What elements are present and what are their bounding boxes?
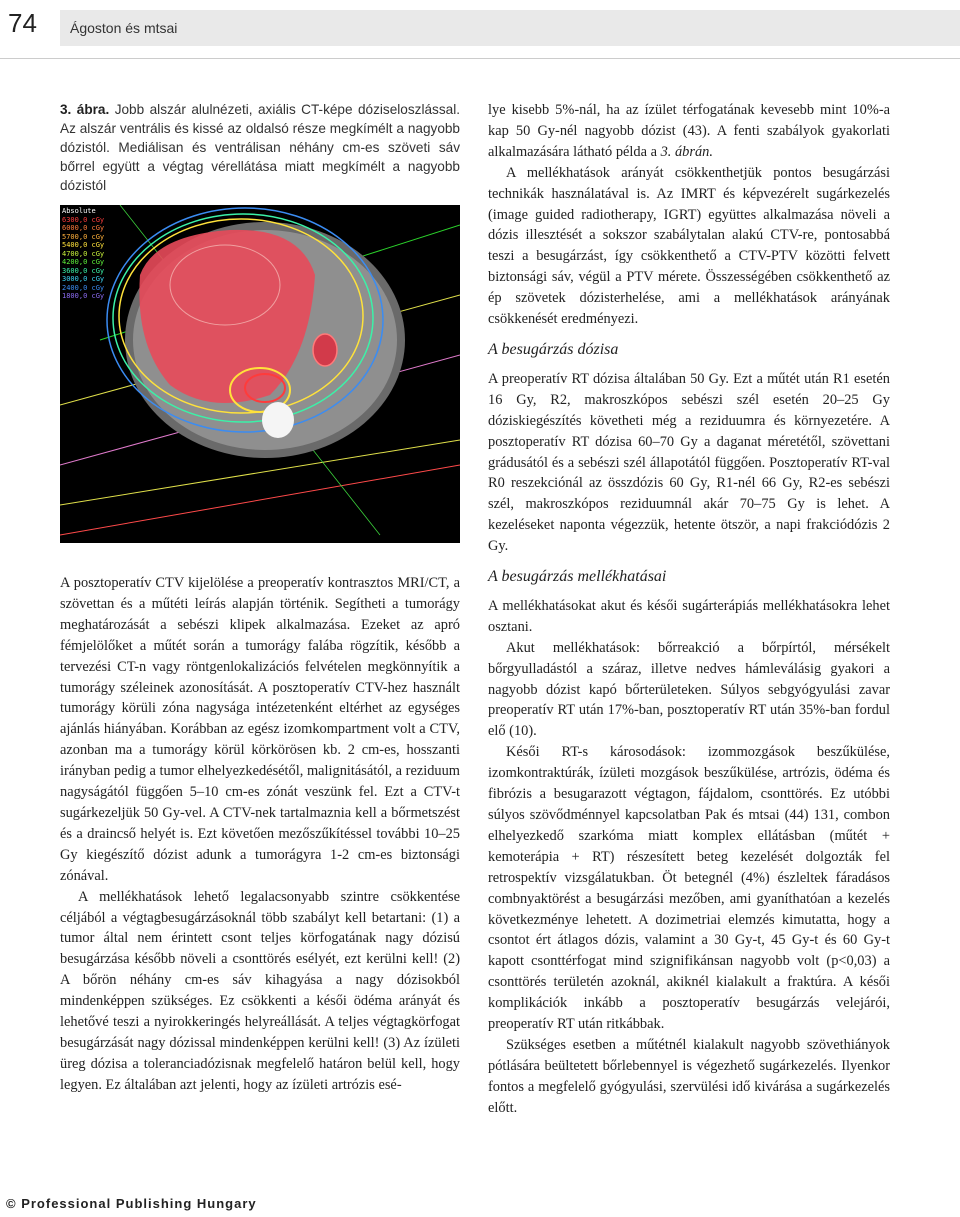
dose-legend-item: 5400,0 cGy bbox=[62, 241, 105, 249]
dose-legend bbox=[62, 207, 104, 301]
dose-legend-item: 6000,0 cGy bbox=[62, 224, 105, 232]
header-divider bbox=[0, 58, 960, 59]
ct-dose-image bbox=[60, 205, 460, 543]
body-paragraph: lye kisebb 5%-nál, ha az ízület térfogatának kevesebb mint 10%-a kap 50 Gy-nél nagyobb dózist (43). A fenti szabályok gyakorlati alkalmazására látható példa a 3. ábrán. bbox=[488, 102, 890, 160]
body-paragraph: A mellékhatások arányát csökkenthetjük pontos besugárzási technikák használatával is. Az IMRT és képvezérelt sugárkezelés (image guided radiotherapy, IGRT) együttes alkalmazása növeli a dózis illesztését a sokszor szabálytalan alakú CTV-re, pontosabbá teszi a besugárzást, így csökkenthető a CTV-PTV közötti felvett biztonsági sáv, végül a PTV mérete. Összességében csökkenthető az ép szövetek dózisterhelése, ami a mellékhatások arányának csökkenését eredményezi. bbox=[488, 164, 890, 328]
dose-legend-title: Absolute bbox=[62, 207, 96, 215]
figure-label: 3. ábra. bbox=[60, 102, 110, 117]
body-paragraph: A mellékhatások lehető legalacsonyabb szintre csökkentése céljából a végtagbesugárzásoknál több szabályt kell betartani: (1) a tumor által nem érintett csont teljes körfogatának nagy dózisú besugárzása később növeli a csonttörés esélyét, ezt kerülni kell! (2) A bőrön néhány cm-es sáv kihagyása a nagy dózisokból mindenképpen szükséges. Ez csökkenti a késői ödéma arányát és lehetővé teszi a nyirokkeringés helyreállását. A teljes végtagkörfogat besugárzását nagy dózissal mindenképpen kerülni kell! (3) Az ízületi üreg dózisa a toleranciadózisnak megfelelő határon belül kell, hogy legyen. Ez általában azt jelenti, hogy az ízületi artrózis esé- bbox=[60, 888, 460, 1093]
body-paragraph: A preoperatív RT dózisa általában 50 Gy. Ezt a műtét után R1 esetén 16 Gy, R2, makroszkópos sebészi szél esetén 20–25 Gy dóziskiegészítés követheti még a reziduumra és környezetére. A posztoperatív RT dózisa 60–70 Gy a daganat méretétől, szövettani grádusától és a sebészi szél állapotától függően. Posztoperatív RT-val R0 reszekciónál az összdózis 60 Gy, R1-nél 66 Gy, R2-es sebészi szél, makroszkópos reziduumnál akár 70–75 Gy is lehet. A kezeléseket naponta végezzük, hetente ötször, a napi frakciódózis 2 Gy. bbox=[488, 370, 890, 555]
left-text-column bbox=[60, 573, 460, 1096]
dose-legend-item: 3000,0 cGy bbox=[62, 275, 105, 283]
figure-caption-text: Jobb alszár alulnézeti, axiális CT-képe dóziseloszlással. Az alszár ventrális és kissé az oldalsó része megkímélt a nagyobb dózistól. Mediálisan és ventrálisan néhány cm-es szöveti sáv bőrrel együtt a végtag vérellátása miatt megkímélt a nagyobb dózistól bbox=[60, 102, 460, 193]
right-text-column bbox=[488, 100, 890, 1119]
dose-legend-item: 3600,0 cGy bbox=[62, 266, 105, 275]
dose-legend-item: 4700,0 cGy bbox=[62, 249, 105, 258]
figure-caption bbox=[60, 100, 460, 195]
dose-legend-item: 1800,0 cGy bbox=[62, 292, 105, 300]
footer-copyright: © Professional Publishing Hungary bbox=[6, 1196, 257, 1211]
section-heading: A besugárzás dózisa bbox=[488, 340, 619, 358]
body-paragraph: Szükséges esetben a műtétnél kialakult nagyobb szövethiányok pótlására beültetett bőrlebennyel is végezhető sugárkezelés. Ilyenkor fontos a megfelelő gyógyulási, szervülési idő kivárása a sugárkezelés előtt. bbox=[488, 1036, 890, 1116]
body-paragraph: Késői RT-s károsodások: izommozgások beszűkülése, izomkontraktúrák, ízületi mozgások beszűkülése, artrózis, ödéma és fibrózis a besugarazott végtagon, fájdalom, csonttörés. Ez utóbbi súlyos szövődménnyel kapcsolatban Pak és mtsai (44) 131, combon elhelyezkedő szarkóma miatt komplex ellátásban (műtét + kemoterápia + RT) részesített beteg kezelését dolgozták fel retrospektív vizsgálatukban. Öt betegnél (4%) észleltek fáradásos combnyaktörést a besugárzási mezőben, ami gyaníthatóan a kezelés következménye lehetett. A dozimetriai elemzés kimutatta, hogy a csontot ért átlagos dózis, valamint a 30 Gy-t, 45 Gy-t és 60 Gy-t kapott csonttérfogat mind szignifikánsan nagyobb volt (p<0,03) a csonttörés területén azoknál, akiknél kialakult a fraktúra. A késői komplikációk inkább a posztoperatív besugárzás velejárói, preoperatív RT után ritkábbak. bbox=[488, 744, 890, 1033]
dose-legend-item: 5700,0 cGy bbox=[62, 232, 105, 241]
body-paragraph: Akut mellékhatások: bőrreakció a bőrpírtól, mérsékelt bőrgyulladástól a száraz, illetve nedves hámleválásig gyakori a nagyobb dózist kapó bőrterületeken. Súlyos sebgyógyulási zavar preoperatív RT után 17%-ban, posztoperatív RT után 35%-ban fordul elő (10). bbox=[488, 639, 890, 740]
figure-reference: 3. ábrán. bbox=[660, 143, 713, 160]
dose-legend-item: 6300,0 cGy bbox=[62, 215, 105, 224]
dose-legend-item: 4200,0 cGy bbox=[62, 258, 105, 266]
section-heading: A besugárzás mellékhatásai bbox=[488, 568, 667, 586]
body-paragraph: A mellékhatásokat akut és késői sugárterápiás mellékhatásokra lehet osztani. bbox=[488, 597, 890, 635]
page-number: 74 bbox=[8, 8, 37, 38]
page-header bbox=[0, 0, 960, 58]
running-head-author: Ágoston és mtsai bbox=[70, 20, 178, 36]
ct-dose-illustration bbox=[60, 205, 460, 543]
author-band bbox=[60, 10, 960, 46]
body-paragraph: A posztoperatív CTV kijelölése a preoperatív kontrasztos MRI/CT, a szövettan és a műtéti leírás alapján történik. Segítheti a tumorágy meghatározását a sebészi klipek alkalmazása. Ezeket az apró fémjelölőket a műtét során a tumorágy falába rögzítik, később a tervezési CT-n vagy röntgenlokalizációs felvételen megkönnyítik a tumorágy széleinek azonosítását. A posztoperatív CTV-hez használt tumorágy körüli zóna nagysága intézetenként eltérhet az egységes ajánlás hiányában. Korábban az egész izomkompartment volt a CTV, azonban ma a tumorágy körül körkörösen kb. 2 cm-es, hosszanti irányban pedig a tumor elhelyezkedésétől, malignitásától, a reziduum nagyságától függően 5–10 cm-es zónát veszünk fel. Ezt a CTV-t sugárkezeljük 50 Gy-vel. A CTV-nek tartalmaznia kell a bőrmetszést és a draincső helyét is. Ezt követően mezőszűkítéssel további 10–25 Gy kiegészítő dózist adunk a tumorágyra 1-2 cm-es biztonsági zónával. bbox=[60, 575, 461, 884]
dose-legend-item: 2400,0 cGy bbox=[62, 283, 105, 292]
